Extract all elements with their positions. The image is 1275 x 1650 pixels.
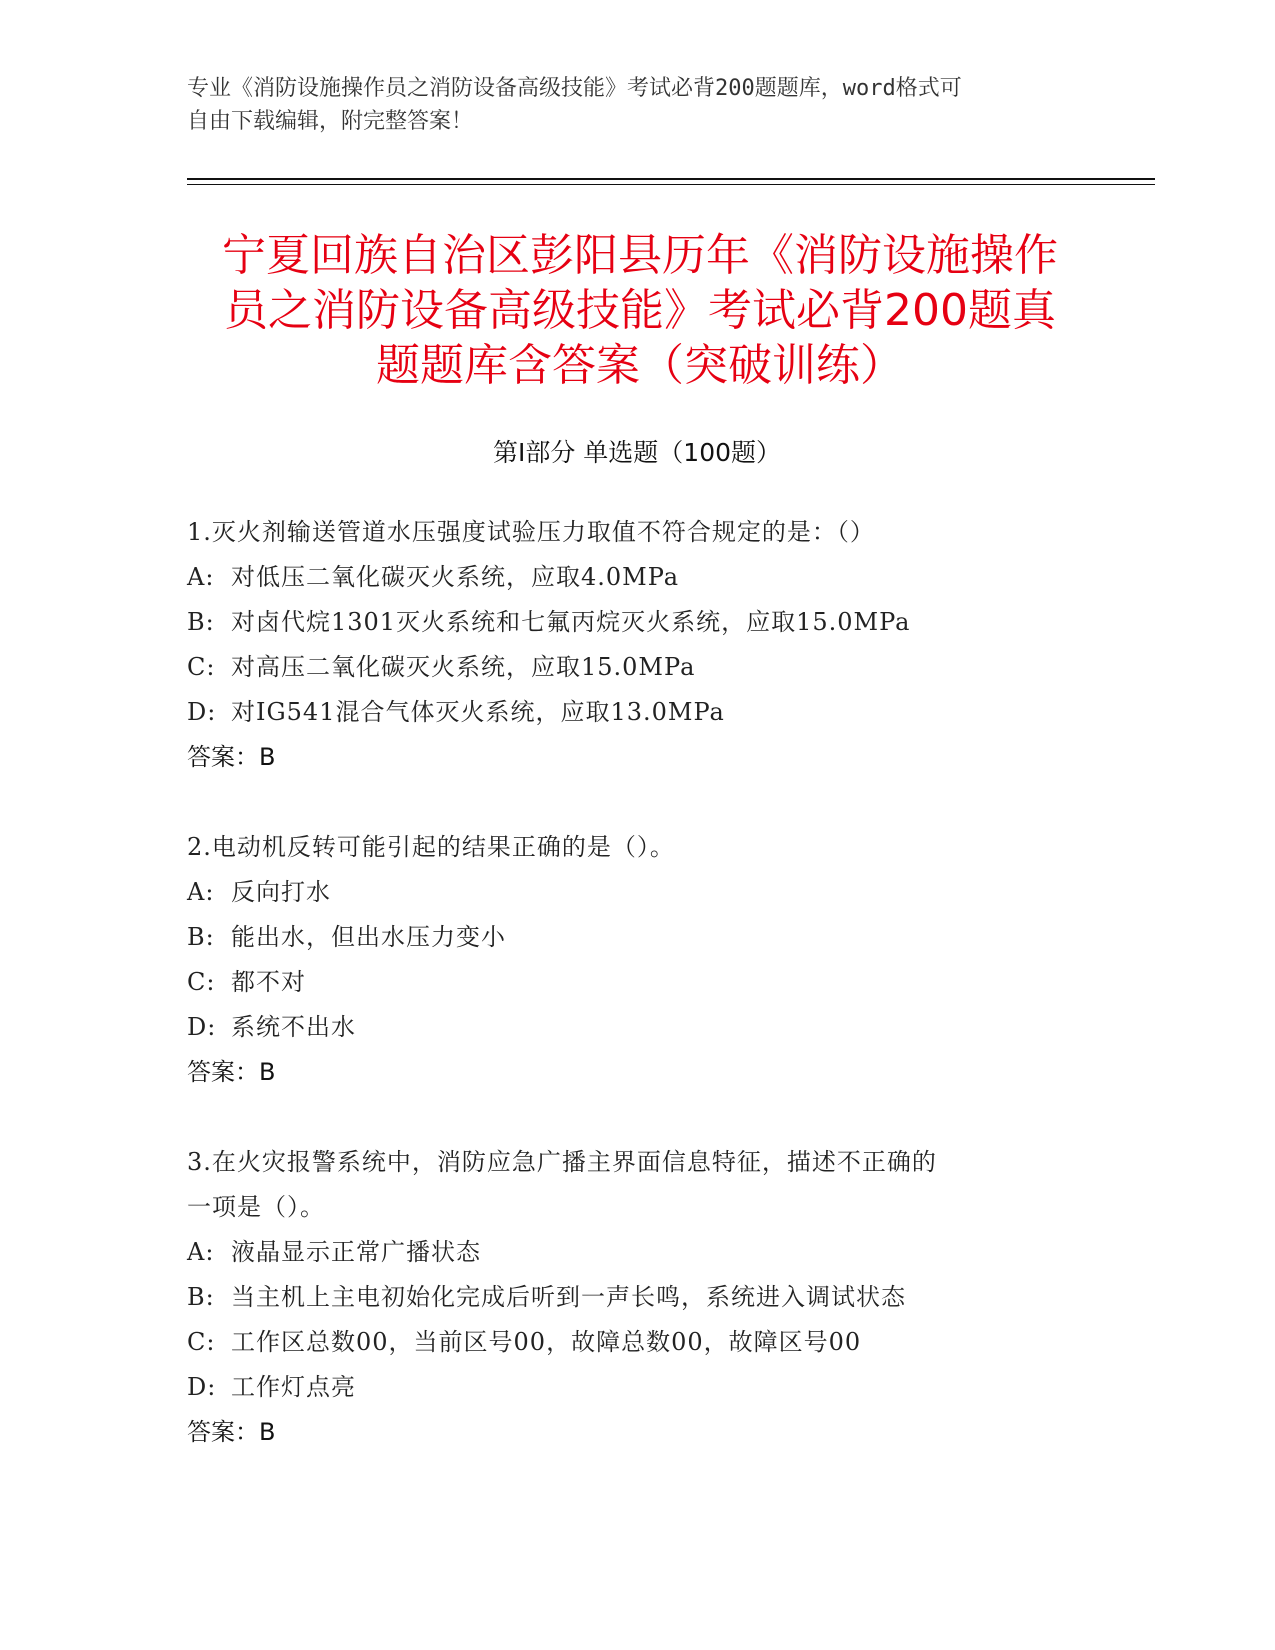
option-d (187, 690, 1087, 735)
option-text: 系统不出水 (231, 1013, 356, 1041)
option-a (187, 555, 1087, 600)
title-line-1: 宁夏回族自治区彭阳县历年《消防设施操作 (222, 230, 1058, 281)
option-text: 都不对 (231, 968, 306, 996)
option-text: 反向打水 (231, 878, 331, 906)
header-divider-thick (187, 178, 1155, 180)
option-key: D: (187, 1373, 217, 1401)
option-b (187, 600, 1087, 645)
option-text: 液晶显示正常广播状态 (231, 1238, 481, 1266)
option-text: 对低压二氧化碳灭火系统，应取4.0MPa (231, 563, 680, 591)
title-line-2: 员之消防设备高级技能》考试必背200题真 (224, 285, 1056, 336)
option-key: D: (187, 698, 217, 726)
option-key: B: (187, 608, 215, 636)
option-c (187, 960, 1087, 1005)
question-1 (187, 510, 1087, 780)
title-line-3: 题题库含答案（突破训练） (376, 340, 904, 391)
header-note-line-2: 自由下载编辑，附完整答案！ (187, 109, 474, 134)
question-stem: 1.灭火剂输送管道水压强度试验压力取值不符合规定的是：（） (187, 518, 875, 546)
option-key: A: (187, 1238, 215, 1266)
option-key: D: (187, 1013, 217, 1041)
header-note-line-1: 专业《消防设施操作员之消防设备高级技能》考试必背200题题库，word格式可 (187, 76, 962, 101)
question-stem: 2.电动机反转可能引起的结果正确的是（）。 (187, 833, 675, 861)
option-b (187, 1275, 1087, 1320)
option-key: A: (187, 878, 215, 906)
answer: 答案：B (187, 1058, 276, 1086)
option-key: C: (187, 653, 216, 681)
answer: 答案：B (187, 1418, 276, 1446)
option-key: B: (187, 923, 215, 951)
option-d (187, 1005, 1087, 1050)
option-text: 工作灯点亮 (231, 1373, 356, 1401)
option-text: 工作区总数00，当前区号00，故障总数00，故障区号00 (231, 1328, 862, 1356)
option-b (187, 915, 1087, 960)
section-heading: 第Ⅰ部分 单选题（100题） (492, 438, 782, 467)
question-stem-line-2: 一项是（）。 (187, 1193, 325, 1221)
option-text: 对高压二氧化碳灭火系统，应取15.0MPa (231, 653, 696, 681)
header-note (187, 72, 1067, 138)
question-3 (187, 1140, 1087, 1455)
option-key: C: (187, 968, 216, 996)
question-stem-line-1: 3.在火灾报警系统中，消防应急广播主界面信息特征，描述不正确的 (187, 1148, 937, 1176)
answer: 答案：B (187, 743, 276, 771)
document-title (180, 228, 1100, 393)
option-c (187, 1320, 1087, 1365)
option-text: 能出水，但出水压力变小 (231, 923, 506, 951)
option-a (187, 870, 1087, 915)
option-d (187, 1365, 1087, 1410)
question-2 (187, 825, 1087, 1095)
header-divider-thin (187, 184, 1155, 185)
option-key: A: (187, 563, 215, 591)
option-key: C: (187, 1328, 216, 1356)
option-text: 对卤代烷1301灭火系统和七氟丙烷灭火系统，应取15.0MPa (231, 608, 911, 636)
option-c (187, 645, 1087, 690)
option-text: 对IG541混合气体灭火系统，应取13.0MPa (231, 698, 725, 726)
option-a (187, 1230, 1087, 1275)
option-text: 当主机上主电初始化完成后听到一声长鸣，系统进入调试状态 (231, 1283, 906, 1311)
option-key: B: (187, 1283, 215, 1311)
